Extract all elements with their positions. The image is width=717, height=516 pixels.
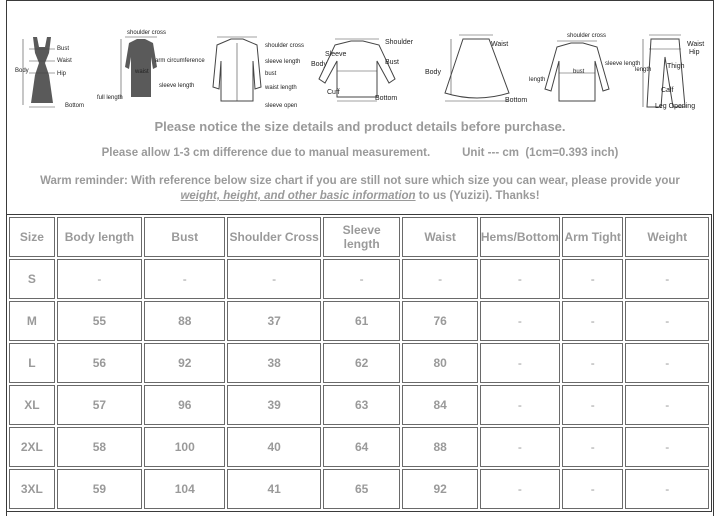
- header-bust: Bust: [144, 217, 225, 257]
- label-sleeve-open: sleeve open: [265, 103, 298, 109]
- cell-sleeve-length: 63: [323, 385, 401, 425]
- unit-text: Unit --- cm (1cm=0.393 inch): [462, 147, 619, 159]
- label-body: Body: [311, 61, 327, 68]
- cell-body-length: 57: [57, 385, 142, 425]
- label-bust: bust: [265, 71, 277, 77]
- cell-arm-tight: -: [562, 343, 624, 383]
- label-waist: waist: [135, 69, 149, 75]
- label-length: length: [635, 67, 652, 73]
- cell-sleeve-length: -: [323, 259, 401, 299]
- label-bust: bust: [573, 69, 585, 75]
- cell-hems-bottom: -: [480, 427, 560, 467]
- cell-bust: 88: [144, 301, 225, 341]
- cell-hems-bottom: -: [480, 343, 560, 383]
- cell-waist: 84: [402, 385, 477, 425]
- cell-waist: 88: [402, 427, 477, 467]
- label-calf: Calf: [661, 87, 674, 94]
- cell-sleeve-length: 62: [323, 343, 401, 383]
- cell-body-length: 58: [57, 427, 142, 467]
- label-bottom: Bottom: [505, 97, 528, 104]
- table-row: [9, 385, 709, 425]
- label-body: Body: [425, 69, 441, 76]
- label-waist: Waist: [687, 41, 705, 48]
- cell-arm-tight: -: [562, 259, 624, 299]
- label-waist: Waist: [491, 41, 509, 48]
- label-shoulder: Shoulder: [385, 39, 414, 46]
- table-row: [9, 259, 709, 299]
- cell-weight: -: [625, 469, 709, 509]
- cell-size: 3XL: [9, 469, 55, 509]
- cell-hems-bottom: -: [480, 301, 560, 341]
- label-cuff: Cuff: [327, 89, 340, 96]
- label-length: length: [529, 77, 546, 83]
- cell-size: 2XL: [9, 427, 55, 467]
- cell-arm-tight: -: [562, 469, 624, 509]
- cell-size: XL: [9, 385, 55, 425]
- measurement-diagrams: [15, 31, 705, 115]
- label-shoulder-cross: shoulder cross: [127, 30, 167, 36]
- table-row: [9, 343, 709, 383]
- info-panel: [7, 1, 713, 214]
- table-row: [9, 301, 709, 341]
- header-hems-bottom: Hems/Bottom: [480, 217, 560, 257]
- cell-shoulder-cross: 39: [227, 385, 320, 425]
- header-size: Size: [9, 217, 55, 257]
- header-body-length: Body length: [57, 217, 142, 257]
- allowance-text: Please allow 1-3 cm difference due to manual measurement.: [101, 147, 431, 159]
- cell-body-length: 59: [57, 469, 142, 509]
- cell-weight: -: [625, 343, 709, 383]
- label-thigh: Thigh: [667, 63, 685, 70]
- pants-diagram: [635, 31, 705, 115]
- table-row: [9, 427, 709, 467]
- label-bottom: Bottom: [375, 95, 398, 102]
- label-leg-opening: Leg Opening: [655, 103, 696, 110]
- label-bottom: Bottom: [65, 103, 85, 109]
- cell-shoulder-cross: 40: [227, 427, 320, 467]
- allowance-line: [7, 147, 713, 159]
- label-sleeve: Sleeve: [325, 51, 347, 58]
- cell-sleeve-length: 64: [323, 427, 401, 467]
- warm-reminder-prefix: Warm reminder: With reference below size chart if you are still not sure which size you can wear, please provide your: [40, 175, 680, 187]
- cell-size: M: [9, 301, 55, 341]
- label-bust: Bust: [385, 59, 400, 66]
- cell-body-length: -: [57, 259, 142, 299]
- label-sleeve-length: sleeve length: [265, 59, 301, 65]
- label-hip: Hip: [57, 71, 67, 77]
- label-shoulder-cross: shoulder cross: [567, 33, 607, 39]
- cell-weight: -: [625, 427, 709, 467]
- label-full-length: full length: [97, 95, 123, 101]
- cell-arm-tight: -: [562, 385, 624, 425]
- label-waist: Waist: [57, 58, 72, 64]
- cell-shoulder-cross: -: [227, 259, 320, 299]
- cell-waist: 92: [402, 469, 477, 509]
- label-body: Body: [15, 68, 29, 74]
- cell-bust: 96: [144, 385, 225, 425]
- cell-waist: 76: [402, 301, 477, 341]
- cell-waist: 80: [402, 343, 477, 383]
- cell-bust: -: [144, 259, 225, 299]
- label-waist-length: waist length: [265, 85, 297, 91]
- cell-sleeve-length: 65: [323, 469, 401, 509]
- header-arm-tight: Arm Tight: [562, 217, 624, 257]
- label-sleeve-length: sleeve length: [605, 61, 641, 67]
- cell-hems-bottom: -: [480, 469, 560, 509]
- label-shoulder-cross: shoulder cross: [265, 43, 305, 49]
- coat-diagram: [97, 30, 205, 115]
- table-row: [9, 469, 709, 509]
- cell-body-length: 55: [57, 301, 142, 341]
- cell-shoulder-cross: 37: [227, 301, 320, 341]
- cell-weight: -: [625, 259, 709, 299]
- header-weight: Weight: [625, 217, 709, 257]
- pullover-diagram: [527, 31, 641, 115]
- cell-shoulder-cross: 41: [227, 469, 320, 509]
- cell-weight: -: [625, 385, 709, 425]
- cell-bust: 104: [144, 469, 225, 509]
- table-header-row: [9, 217, 709, 257]
- cell-sleeve-length: 61: [323, 301, 401, 341]
- cell-bust: 100: [144, 427, 225, 467]
- label-hip: Hip: [689, 49, 700, 56]
- header-waist: Waist: [402, 217, 477, 257]
- cell-body-length: 56: [57, 343, 142, 383]
- cell-bust: 92: [144, 343, 225, 383]
- cell-weight: -: [625, 301, 709, 341]
- cell-shoulder-cross: 38: [227, 343, 320, 383]
- jacket-diagram: [203, 31, 303, 115]
- cell-hems-bottom: -: [480, 385, 560, 425]
- dress-diagram: [15, 31, 95, 115]
- cell-hems-bottom: -: [480, 259, 560, 299]
- header-sleeve-length: Sleeve length: [323, 217, 401, 257]
- warm-reminder: [27, 174, 693, 204]
- notice-text: Please notice the size details and product details before purchase.: [154, 119, 566, 134]
- cell-arm-tight: -: [562, 427, 624, 467]
- label-sleeve-length: sleeve length: [159, 83, 195, 89]
- cell-size: S: [9, 259, 55, 299]
- cell-waist: -: [402, 259, 477, 299]
- size-table: [6, 214, 712, 512]
- warm-reminder-suffix: to us (Yuzizi). Thanks!: [418, 190, 540, 202]
- warm-reminder-emphasis: weight, height, and other basic information: [180, 190, 416, 202]
- label-bust: Bust: [57, 46, 70, 52]
- cell-arm-tight: -: [562, 301, 624, 341]
- sweater-diagram: [307, 31, 417, 115]
- header-shoulder-cross: Shoulder Cross: [227, 217, 320, 257]
- label-arm-circumference: arm circumference: [155, 58, 205, 64]
- cell-size: L: [9, 343, 55, 383]
- skirt-diagram: [423, 31, 533, 115]
- size-chart-frame: [6, 0, 714, 516]
